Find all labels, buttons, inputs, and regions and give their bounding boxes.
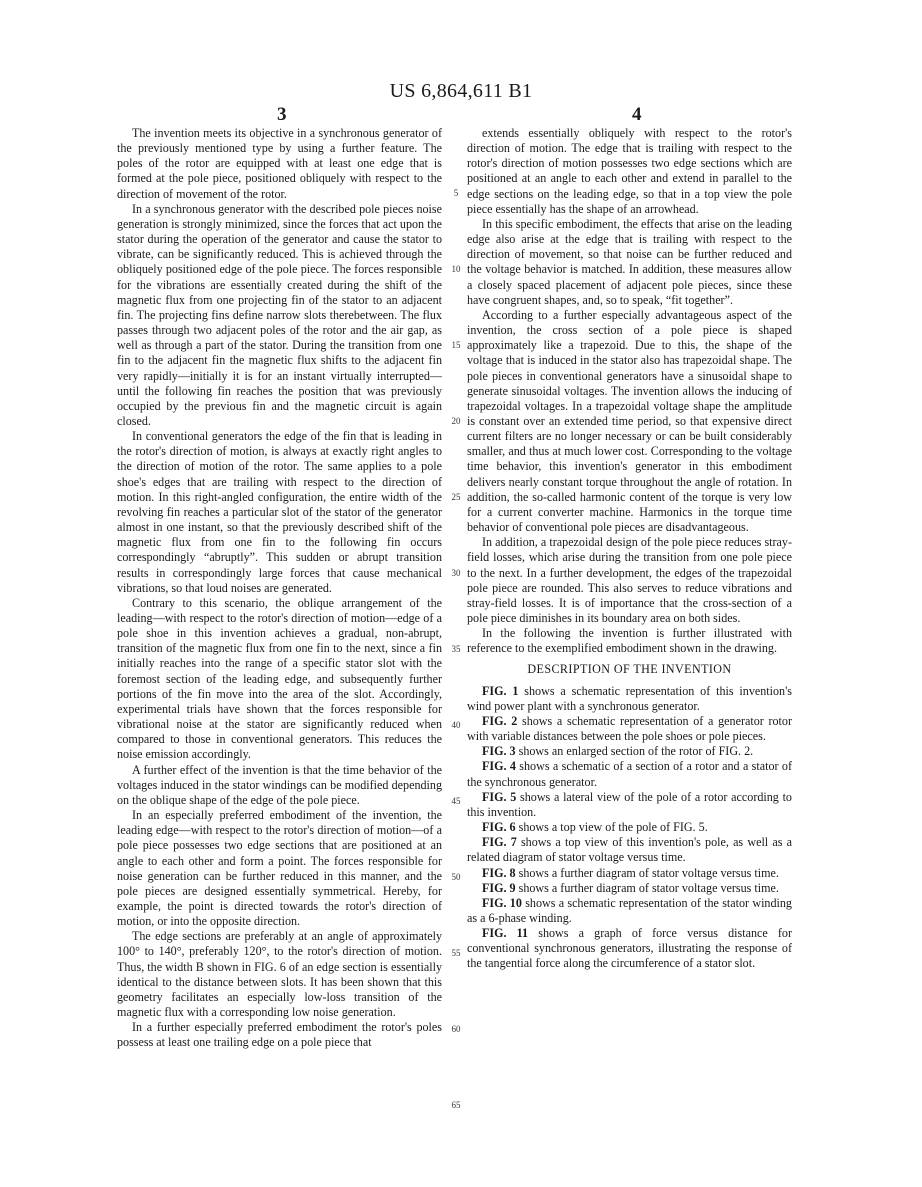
paragraph: In an especially preferred embodiment of the invention, the leading edge—with respect to the rotor's direction of motion—of a pole piece possesses two edge sections that are positioned at an angle to each other and form a point. The forces responsible for noise generation can be further reduced in this manner, and the pole pieces are designed essentially symmetrical. Hereby, for example, the point is directed towards the rotor's direction of motion, or into the opposite direction. [117, 808, 442, 929]
patent-number: US 6,864,611 B1 [389, 80, 533, 102]
paragraph: The invention meets its objective in a synchronous generator of the previously mentioned type by using a further feature. The poles of the rotor are equipped with at least one edge that is formed at the pole piece, positioned obliquely with respect to the direction of movement of the rotor. [117, 126, 442, 201]
line-number: 45 [451, 796, 461, 806]
section-heading: DESCRIPTION OF THE INVENTION [527, 662, 732, 677]
line-number: 10 [451, 264, 461, 274]
paragraph: In a synchronous generator with the described pole pieces noise generation is strongly minimized, since the forces that act upon the stator during the operation of the generator and cause the stator to vibrate, can be significantly reduced. This is achieved through the obliquely positioned edge of the pole piece. The forces responsible for the vibrations are essentially created during the shift of the magnetic flux from one projecting fin of the stator to an adjacent fin. The projecting fins define narrow slots therebetween. The flux passes through two adjacent poles of the rotor and the air gap, as well as through a part of the stator. During the transition from one fin to the adjacent fin the magnetic flux shifts to the adjacent fin very rapidly—initially it is for an instant virtually interrupted—until the following fin reaches the position that was previously occupied by the previous fin and the magnetic circuit is again closed. [117, 201, 442, 428]
figure-description: FIG. 5 shows a lateral view of the pole of a rotor according to this invention. [467, 789, 792, 819]
line-number: 50 [451, 872, 461, 882]
line-number: 60 [451, 1024, 461, 1034]
figure-description: FIG. 11 shows a graph of force versus distance for conventional synchronous generators, illustrating the response of the tangential force along the circumference of a stator slot. [467, 926, 792, 971]
figure-description: FIG. 6 shows a top view of the pole of FIG. 5. [482, 820, 708, 835]
paragraph: According to a further especially advantageous aspect of the invention, the cross section of a pole piece is shaped approximately like a trapezoid. Due to this, the shape of the voltage that is induced in the stator also has trapezoidal shape. The pole pieces in conventional generators have a sinusoidal shape to generate sinusoidal voltages. The invention allows the inducing of trapezoidal voltages. In a trapezoidal voltage shape the amplitude is constant over an extended time period, so that expensive direct current filters are no longer necessary or can be built considerably smaller, and thus at much lower cost. Corresponding to the voltage time behavior, this invention's generator in this embodiment delivers nearly constant torque throughout the angle of rotation. In addition, the so-called harmonic content of the torque is very low for a current converter machine. Harmonics in the torque time behavior of conventional pole pieces are disadvantageous. [467, 307, 792, 535]
paragraph: In a further especially preferred embodiment the rotor's poles possess at least one trailing edge on a pole piece that [117, 1020, 442, 1050]
figure-description: FIG. 9 shows a further diagram of stator voltage versus time. [482, 880, 779, 895]
figure-description: FIG. 4 shows a schematic of a section of a rotor and a stator of the synchronous generator. [467, 759, 792, 789]
paragraph: The edge sections are preferably at an angle of approximately 100° to 140°, preferably 120°, to the rotor's direction of motion. Thus, the width B shown in FIG. 6 of an edge section is essentially identical to the distance between slots. It has been shown that this geometry facilitates an especially low-loss transition of the magnetic flux with a corresponding low noise generation. [117, 929, 442, 1020]
figure-description: FIG. 2 shows a schematic representation of a generator rotor with variable distances between the pole shoes or pole pieces. [467, 713, 792, 744]
line-number: 15 [451, 340, 461, 350]
paragraph: In the following the invention is further illustrated with reference to the exemplified embodiment shown in the drawing. [467, 626, 792, 656]
paragraph: A further effect of the invention is that the time behavior of the voltages induced in the stator windings can be modified depending on the oblique shape of the edge of the pole piece. [117, 762, 442, 807]
line-number: 35 [451, 644, 461, 654]
line-number: 5 [453, 188, 459, 198]
left-column [117, 126, 442, 1051]
figure-description: FIG. 7 shows a top view of this invention's pole, as well as a related diagram of stator voltage versus time. [467, 835, 792, 865]
page-number-right: 4 [632, 104, 642, 125]
line-number: 65 [451, 1100, 461, 1110]
figure-description: FIG. 1 shows a schematic representation of this invention's wind power plant with a synchronous generator. [467, 683, 792, 713]
figure-description: FIG. 10 shows a schematic representation of the stator winding as a 6-phase winding. [467, 895, 792, 925]
line-number: 40 [451, 720, 461, 730]
line-number: 30 [451, 568, 461, 578]
figure-list [467, 684, 792, 972]
line-number: 55 [451, 948, 461, 958]
line-number: 20 [451, 416, 461, 426]
line-number: 25 [451, 492, 461, 502]
paragraph: extends essentially obliquely with respect to the rotor's direction of motion. The edge that is trailing with respect to the rotor's direction of motion possesses two edge sections which are positioned at an angle to each other and extend in parallel to the edge sections on the leading edge, so that in a top view the pole piece essentially has the shape of an arrowhead. [467, 126, 792, 216]
figure-description: FIG. 8 shows a further diagram of stator voltage versus time. [482, 865, 779, 880]
paragraph: In addition, a trapezoidal design of the pole piece reduces stray-field losses, which arise during the transition from one pole piece to the next. In a further development, the edges of the trapezoidal pole piece are rounded. This also serves to reduce vibrations and stray-field losses. It is of importance that the cross-section of a pole piece diminishes in its boundary area on both sides. [467, 535, 792, 625]
page-number-left: 3 [277, 104, 287, 125]
paragraph: Contrary to this scenario, the oblique arrangement of the leading—with respect to the rotor's direction of motion—edge of a pole shoe in this invention achieves a gradual, non-abrupt, transition of the magnetic flux from one fin to the next, since a fin initially reaches into the range of a specific stator slot with the foremost section of the leading edge, and subsequently further portions of the fin move into the area of the slot. Accordingly, experimental trials have shown that the forces responsible for vibrational noise at the stator are significantly reduced when compared to those in conventional generators. This reduces the noise emission accordingly. [117, 595, 442, 762]
figure-description: FIG. 3 shows an enlarged section of the rotor of FIG. 2. [482, 744, 754, 759]
paragraph: In conventional generators the edge of the fin that is leading in the rotor's direction of motion, is always at exactly right angles to the direction of motion of the rotor. The same applies to a pole shoe's edges that are trailing with respect to the direction of motion. In this right-angled configuration, the entire width of the revolving fin reaches a particular slot of the stator of the generator almost in one instant, so that the previously described shift of the magnetic flux from one fin to the following fin occurs correspondingly “abruptly”. This sudden or abrupt transition results in correspondingly large forces that cause mechanical vibrations, so that loud noises are generated. [117, 429, 442, 595]
paragraph: In this specific embodiment, the effects that arise on the leading edge also arise at the edge that is trailing with respect to the direction of movement, so that noise can be further reduced and the voltage behavior is matched. In addition, these measures allow a closely spaced placement of adjacent pole pieces, since these have congruent shapes, and, so to speak, “fit together”. [467, 216, 792, 307]
right-column [467, 126, 792, 972]
